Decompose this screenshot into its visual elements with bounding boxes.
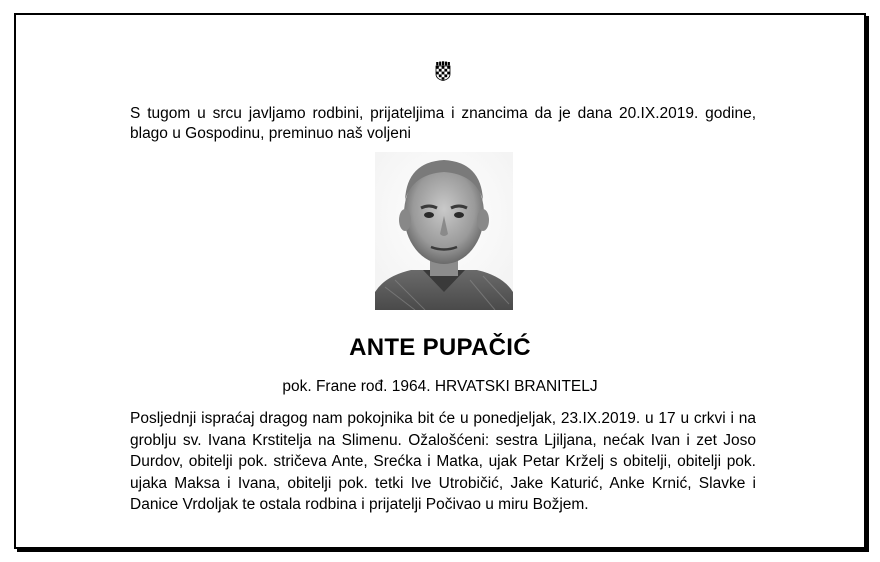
portrait-photo: [375, 152, 513, 310]
deceased-name: ANTE PUPAČIĆ: [349, 334, 531, 361]
intro-text: S tugom u srcu javljamo rodbini, prijateljima i znancima da je dana 20.IX.2019. godine, blago u Gospodinu, preminuo naš voljeni: [130, 105, 756, 142]
funeral-details-text: Posljednji ispraćaj dragog nam pokojnika bit će u ponedjeljak, 23.IX.2019. u 17 u crkvi i na groblju sv. Ivana Krstitelja na Slimenu. Ožalošćeni: sestra Ljiljana, nećak Ivan i zet Joso Durdov, obitelji pok. stričeva Ante, Srećka i Matka, ujak Petar Krželj s obitelji, obitelji pok. ujaka Maksa i Ivana, obitelji pok. tetki Ive Utrobičić, Jake Katurić, Anke Krnić, Slavke i Danice Vrdoljak te ostala rodbina i prijatelji Počivao u miru Božjem.: [130, 410, 756, 513]
deceased-details: pok. Frane rođ. 1964. HRVATSKI BRANITELJ: [282, 378, 598, 395]
croatian-coat-of-arms-icon: [435, 61, 451, 81]
